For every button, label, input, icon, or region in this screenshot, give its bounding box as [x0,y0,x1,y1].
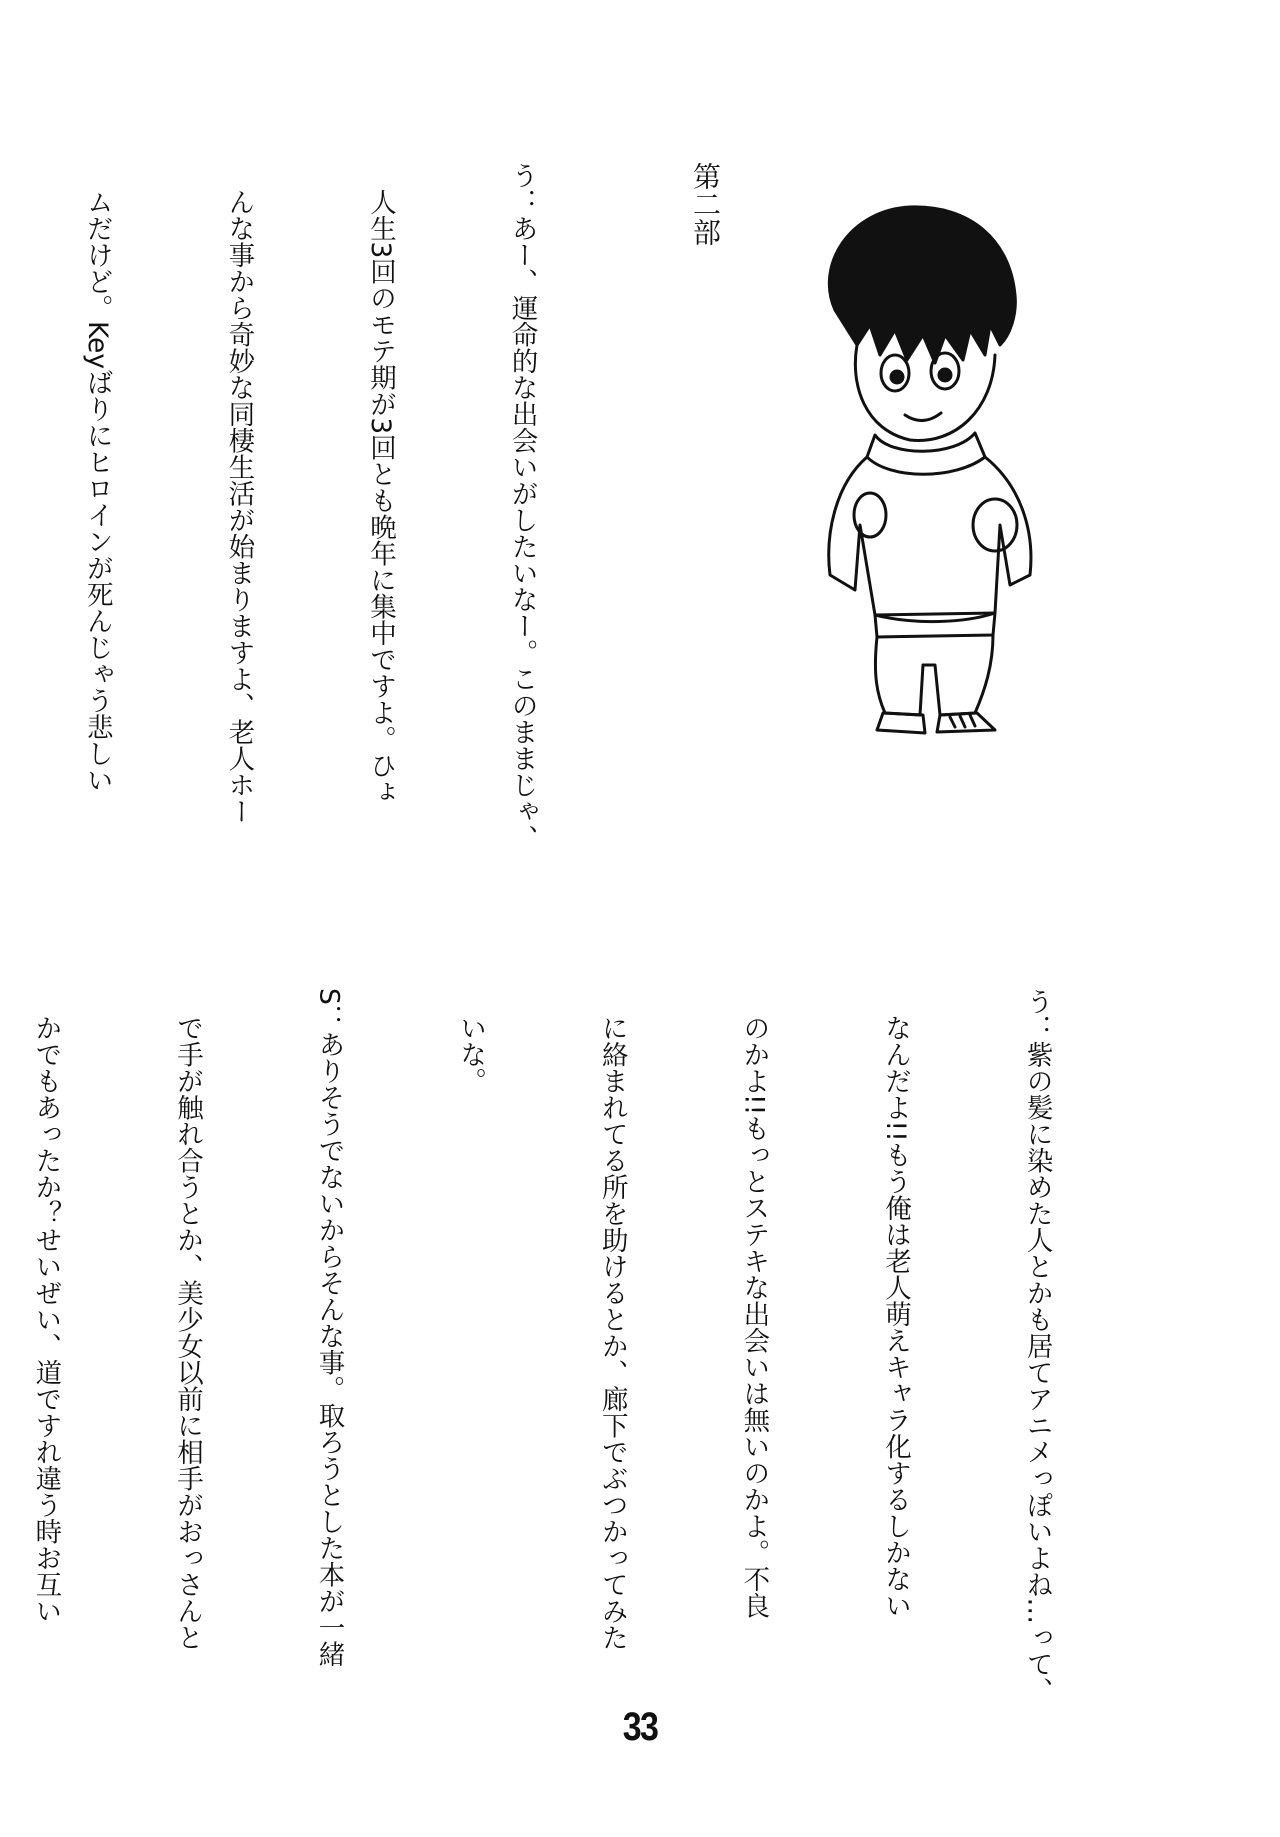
dialogue-line: なんだよ!!もう俺は老人萌えキャラ化するしかない [879,988,911,1619]
boy-in-jacket-illustration [795,195,1045,735]
lower-dialogue-column [0,988,1155,1708]
dialogue-line: ムだけど。Keyばりにヒロインが死んじゃう悲しい [81,162,113,794]
dialogue-line: のかよ!!もっとステキな出会いは無いのかよ。不良 [738,988,770,1619]
dialogue-line: S：ありそうでないからそんな事。取ろうとした本が一緒 [313,988,345,1668]
dialogue-line: いな。 [455,988,487,1094]
dialogue-line: んな事から奇妙な同棲生活が始まりますよ、老人ホー [223,162,255,825]
dialogue-line: う：あー、運命的な出会いがしたいなー。このままじゃ、 [506,162,538,851]
dialogue-line: かでもあったか？せいぜい、道ですれ違う時お互い [30,988,62,1624]
dialogue-line: 人生3回のモテ期が3回とも晩年に集中ですよ。ひょ [364,162,396,806]
part-heading: 第二部 [689,162,722,246]
upper-dialogue-column [0,162,640,962]
page-number: 33 [622,1705,658,1749]
dialogue-line: で手が触れ合うとか、美少女以前に相手がおっさんと [171,988,203,1651]
dialogue-line: う：紫の髪に染めた人とかも居てアニメっぽいよね…って、 [1021,988,1053,1704]
dialogue-line: に絡まれてる所を助けるとか、廊下でぶつかってみた [596,988,628,1651]
